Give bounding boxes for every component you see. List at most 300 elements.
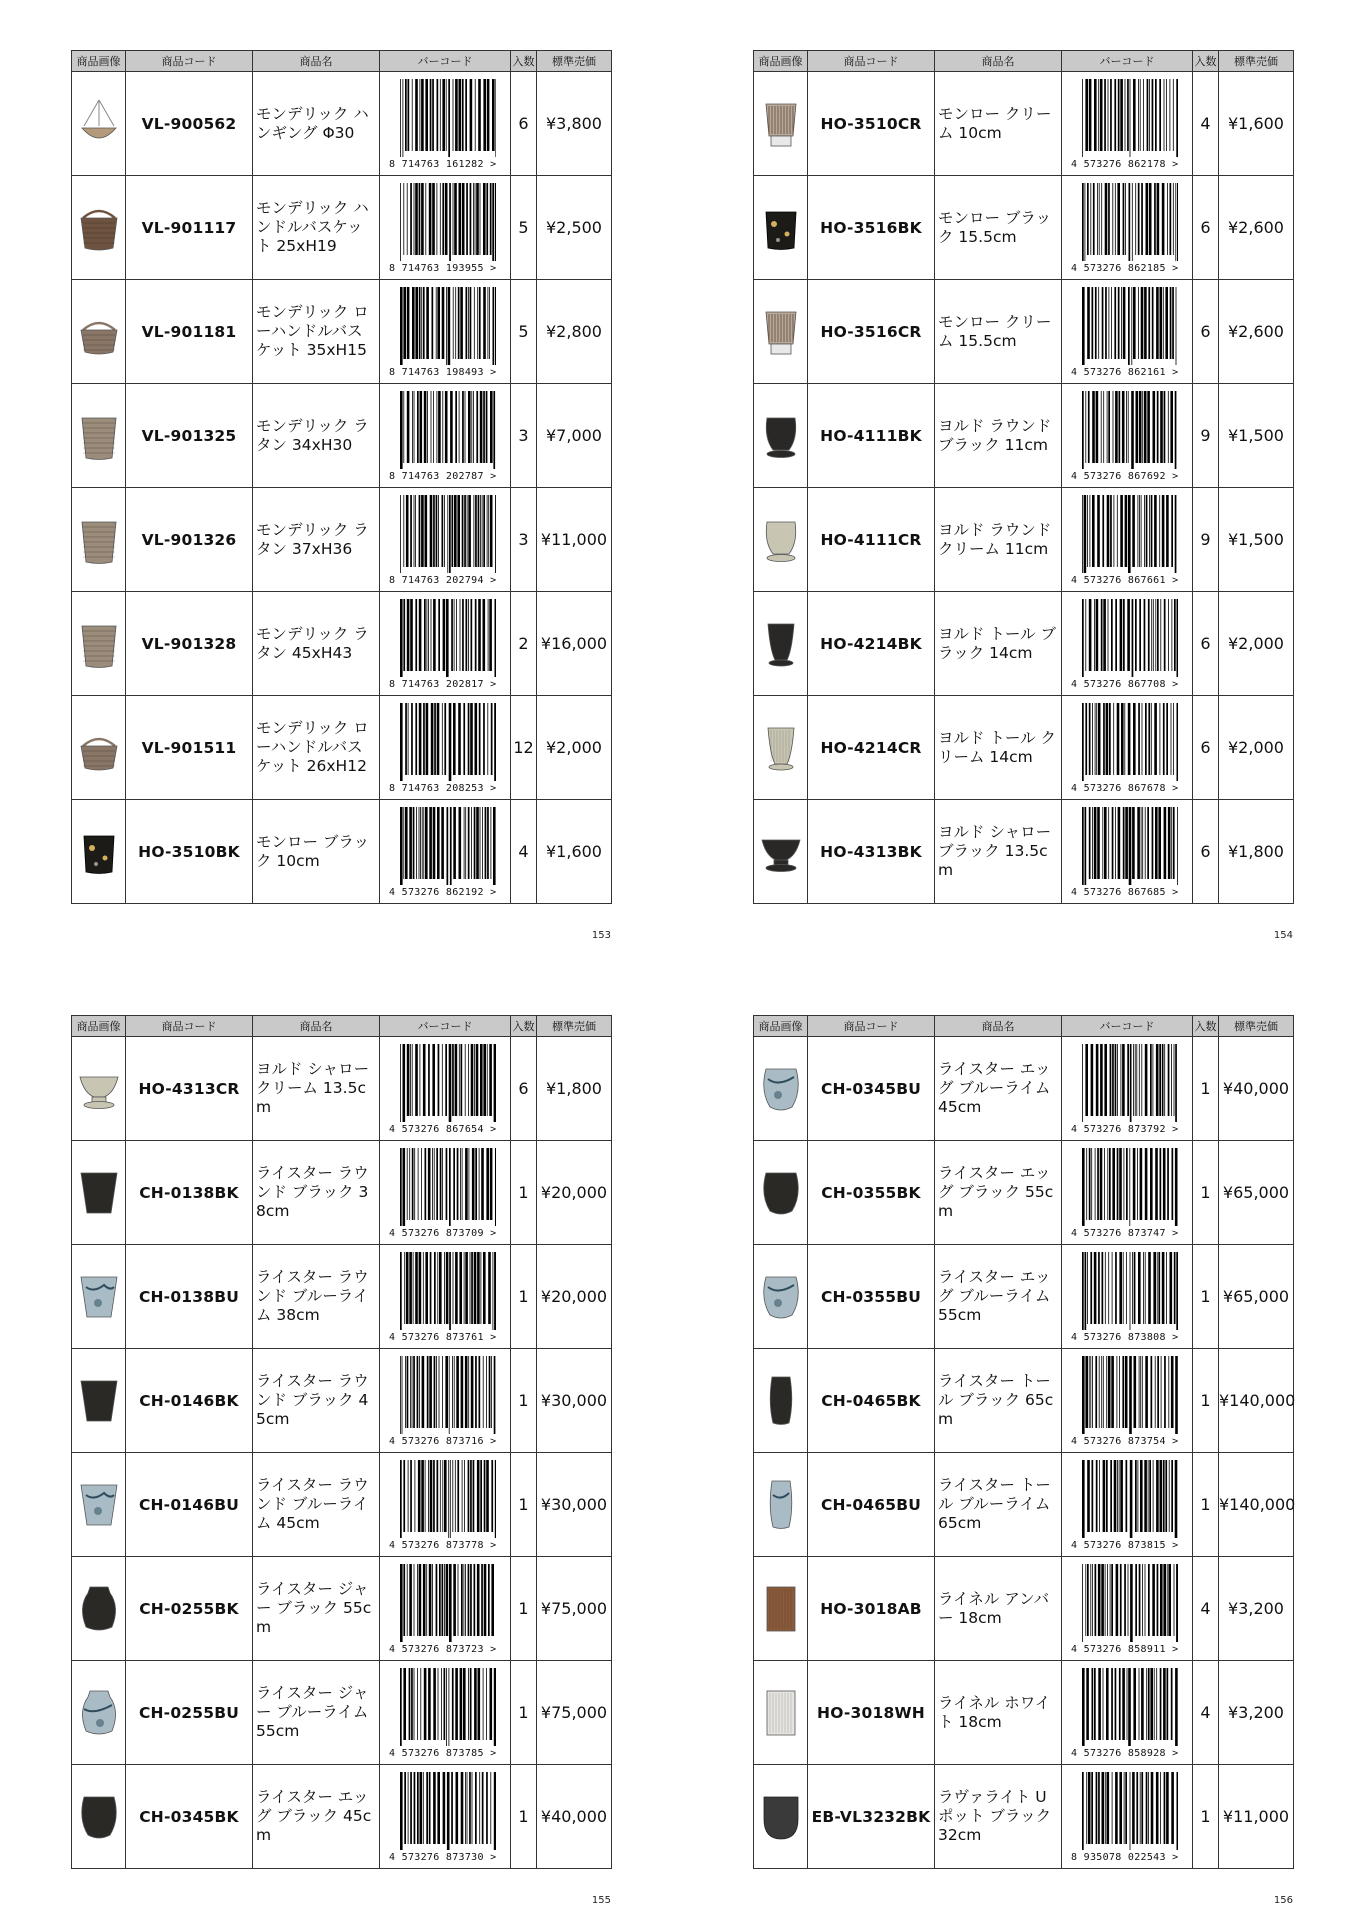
barcode-bars — [1081, 1356, 1179, 1434]
product-code: HO-3510BK — [126, 800, 253, 904]
barcode-cell — [1062, 696, 1193, 800]
barcode-cell — [380, 1245, 511, 1349]
header-row — [72, 1016, 612, 1037]
barcode — [387, 1460, 503, 1550]
product-image-pot-u — [756, 1789, 806, 1845]
product-code: CH-0138BU — [126, 1245, 253, 1349]
barcode-cell — [1062, 1141, 1193, 1245]
standard-price: ¥1,800 — [537, 1037, 612, 1141]
barcode — [1069, 1148, 1185, 1238]
header-image: 商品画像 — [754, 1016, 808, 1037]
standard-price: ¥30,000 — [537, 1349, 612, 1453]
product-image — [754, 72, 808, 176]
barcode-bars — [1081, 495, 1179, 573]
pack-quantity: 9 — [1193, 384, 1219, 488]
header-code: 商品コード — [808, 51, 935, 72]
product-image-pot-jar — [74, 1581, 124, 1637]
barcode-bars — [1081, 807, 1179, 885]
barcode-bars — [1081, 183, 1179, 261]
product-row — [72, 1557, 612, 1661]
pack-quantity: 1 — [511, 1349, 537, 1453]
barcode-bars — [399, 807, 497, 885]
barcode-cell — [1062, 1349, 1193, 1453]
header-image: 商品画像 — [754, 51, 808, 72]
barcode-cell — [380, 1037, 511, 1141]
product-image-pot-vase — [756, 1477, 806, 1533]
product-image — [72, 1141, 126, 1245]
barcode-cell — [1062, 384, 1193, 488]
barcode — [387, 599, 503, 689]
header-qty: 入数 — [511, 1016, 537, 1037]
barcode — [387, 1044, 503, 1134]
product-image-pot-cone — [74, 1165, 124, 1221]
barcode-cell — [380, 176, 511, 280]
barcode-number: 8 935078 022543 > — [1071, 1851, 1179, 1863]
product-image-pot-cylinder — [756, 1685, 806, 1741]
pack-quantity: 6 — [1193, 696, 1219, 800]
barcode-bars — [399, 1252, 497, 1330]
header-price: 標準売価 — [537, 51, 612, 72]
barcode-number: 4 573276 873709 > — [389, 1227, 497, 1239]
barcode-cell — [380, 1661, 511, 1765]
pack-quantity: 2 — [511, 592, 537, 696]
pack-quantity: 5 — [511, 280, 537, 384]
product-name: ライスター トール ブルーライム 65cm — [935, 1453, 1062, 1557]
product-image-rattan — [74, 616, 124, 672]
product-name: モンデリック ラタン 37xH36 — [253, 488, 380, 592]
pack-quantity: 9 — [1193, 488, 1219, 592]
barcode-number: 4 573276 873723 > — [389, 1643, 497, 1655]
standard-price: ¥1,500 — [1219, 488, 1294, 592]
barcode — [1069, 703, 1185, 793]
barcode-cell — [1062, 1453, 1193, 1557]
barcode — [1069, 495, 1185, 585]
pack-quantity: 4 — [1193, 72, 1219, 176]
barcode — [1069, 599, 1185, 689]
standard-price: ¥40,000 — [537, 1765, 612, 1869]
header-code: 商品コード — [808, 1016, 935, 1037]
header-barcode: バーコード — [1062, 51, 1193, 72]
barcode-number: 4 573276 873747 > — [1071, 1227, 1179, 1239]
product-image-pot-cone — [74, 1373, 124, 1429]
product-row — [754, 1037, 1294, 1141]
product-code: HO-4111BK — [808, 384, 935, 488]
barcode-bars — [399, 1460, 497, 1538]
barcode-bars — [1081, 1772, 1179, 1850]
product-image — [754, 1245, 808, 1349]
product-row — [72, 1453, 612, 1557]
barcode-bars — [1081, 599, 1179, 677]
barcode-cell — [380, 384, 511, 488]
barcode-bars — [399, 495, 497, 573]
product-image — [754, 1765, 808, 1869]
standard-price: ¥1,800 — [1219, 800, 1294, 904]
header-code: 商品コード — [126, 51, 253, 72]
product-row — [754, 1349, 1294, 1453]
barcode — [1069, 1356, 1185, 1446]
product-name: モンデリック ハンドルバスケット 25xH19 — [253, 176, 380, 280]
header-row — [754, 51, 1294, 72]
barcode-cell — [1062, 1557, 1193, 1661]
barcode-number: 4 573276 873815 > — [1071, 1539, 1179, 1551]
product-code: CH-0146BK — [126, 1349, 253, 1453]
product-image-pot-cone — [74, 1477, 124, 1533]
barcode-number: 4 573276 873730 > — [389, 1851, 497, 1863]
product-code: VL-901117 — [126, 176, 253, 280]
product-row — [72, 1245, 612, 1349]
product-code: CH-0465BU — [808, 1453, 935, 1557]
catalog-page — [753, 50, 1293, 941]
product-image — [72, 1245, 126, 1349]
standard-price: ¥16,000 — [537, 592, 612, 696]
barcode-cell — [380, 800, 511, 904]
product-row — [754, 384, 1294, 488]
barcode — [1069, 1044, 1185, 1134]
barcode-cell — [1062, 1245, 1193, 1349]
product-table — [753, 50, 1294, 904]
product-image — [754, 1349, 808, 1453]
product-image-pot-shallow — [74, 1061, 124, 1117]
product-image-pot-egg — [756, 1269, 806, 1325]
product-image — [72, 176, 126, 280]
product-table — [71, 50, 612, 904]
barcode — [1069, 1668, 1185, 1758]
barcode-cell — [380, 1141, 511, 1245]
barcode — [1069, 1772, 1185, 1862]
product-row — [72, 1037, 612, 1141]
product-row — [72, 72, 612, 176]
barcode-number: 4 573276 858911 > — [1071, 1643, 1179, 1655]
product-code: CH-0138BK — [126, 1141, 253, 1245]
product-code: CH-0345BK — [126, 1765, 253, 1869]
product-code: HO-4111CR — [808, 488, 935, 592]
barcode — [1069, 183, 1185, 273]
product-image — [754, 800, 808, 904]
product-image — [72, 1557, 126, 1661]
product-name: モンロー ブラック 10cm — [253, 800, 380, 904]
header-name: 商品名 — [253, 51, 380, 72]
barcode-cell — [1062, 72, 1193, 176]
barcode-number: 4 573276 873785 > — [389, 1747, 497, 1759]
product-image-rattan — [74, 408, 124, 464]
product-row — [72, 488, 612, 592]
product-name: ヨルド ラウンド クリーム 11cm — [935, 488, 1062, 592]
barcode-bars — [399, 1668, 497, 1746]
product-code: CH-0355BU — [808, 1245, 935, 1349]
barcode-bars — [399, 1564, 497, 1642]
barcode-cell — [380, 1557, 511, 1661]
standard-price: ¥30,000 — [537, 1453, 612, 1557]
barcode-cell — [380, 1453, 511, 1557]
product-image-pot-jar — [74, 1685, 124, 1741]
standard-price: ¥7,000 — [537, 384, 612, 488]
barcode — [387, 391, 503, 481]
standard-price: ¥3,200 — [1219, 1557, 1294, 1661]
product-image — [754, 696, 808, 800]
standard-price: ¥65,000 — [1219, 1245, 1294, 1349]
barcode-number: 8 714763 161282 > — [389, 158, 497, 170]
product-code: VL-901511 — [126, 696, 253, 800]
product-image — [754, 1661, 808, 1765]
product-row — [754, 1661, 1294, 1765]
barcode-number: 4 573276 873761 > — [389, 1331, 497, 1343]
barcode — [387, 79, 503, 169]
product-image-pot-striped — [756, 304, 806, 360]
barcode — [387, 1356, 503, 1446]
pack-quantity: 1 — [511, 1453, 537, 1557]
product-image — [72, 1349, 126, 1453]
barcode-bars — [1081, 703, 1179, 781]
product-name: モンデリック ハンギング Φ30 — [253, 72, 380, 176]
page-number: 156 — [1273, 1895, 1293, 1906]
standard-price: ¥2,800 — [537, 280, 612, 384]
product-image — [72, 592, 126, 696]
product-image-pot-cone — [74, 1269, 124, 1325]
product-row — [72, 592, 612, 696]
barcode-bars — [1081, 1044, 1179, 1122]
product-row — [72, 1141, 612, 1245]
product-table — [71, 1015, 612, 1869]
product-name: モンロー ブラック 15.5cm — [935, 176, 1062, 280]
product-name: ライスター エッグ ブラック 55cm — [935, 1141, 1062, 1245]
product-code: CH-0255BK — [126, 1557, 253, 1661]
product-row — [754, 1453, 1294, 1557]
barcode-number: 4 573276 862178 > — [1071, 158, 1179, 170]
product-row — [72, 280, 612, 384]
standard-price: ¥2,000 — [1219, 696, 1294, 800]
product-row — [72, 384, 612, 488]
product-name: ヨルド トール クリーム 14cm — [935, 696, 1062, 800]
pack-quantity: 5 — [511, 176, 537, 280]
product-row — [72, 1765, 612, 1869]
barcode-bars — [399, 703, 497, 781]
barcode-bars — [399, 287, 497, 365]
product-name: ライスター ラウンド ブラック 45cm — [253, 1349, 380, 1453]
barcode — [387, 1148, 503, 1238]
product-image-pot-glossy — [74, 824, 124, 880]
barcode — [1069, 807, 1185, 897]
pack-quantity: 1 — [1193, 1453, 1219, 1557]
standard-price: ¥20,000 — [537, 1245, 612, 1349]
barcode — [387, 1252, 503, 1342]
header-price: 標準売価 — [1219, 51, 1294, 72]
barcode-number: 4 573276 858928 > — [1071, 1747, 1179, 1759]
header-barcode: バーコード — [380, 1016, 511, 1037]
standard-price: ¥3,200 — [1219, 1661, 1294, 1765]
standard-price: ¥1,500 — [1219, 384, 1294, 488]
product-table — [753, 1015, 1294, 1869]
barcode-bars — [1081, 1252, 1179, 1330]
barcode-number: 4 573276 867692 > — [1071, 470, 1179, 482]
barcode-number: 8 714763 202787 > — [389, 470, 497, 482]
product-code: VL-900562 — [126, 72, 253, 176]
pack-quantity: 4 — [1193, 1661, 1219, 1765]
pack-quantity: 1 — [511, 1141, 537, 1245]
standard-price: ¥1,600 — [1219, 72, 1294, 176]
barcode-bars — [399, 1356, 497, 1434]
product-image — [754, 1037, 808, 1141]
pack-quantity: 1 — [1193, 1141, 1219, 1245]
product-code: CH-0355BK — [808, 1141, 935, 1245]
product-image — [72, 1661, 126, 1765]
product-image — [754, 384, 808, 488]
barcode-cell — [380, 1349, 511, 1453]
barcode-bars — [399, 79, 497, 157]
pack-quantity: 1 — [511, 1765, 537, 1869]
barcode — [387, 183, 503, 273]
product-code: VL-901326 — [126, 488, 253, 592]
product-image — [72, 280, 126, 384]
product-image-pot-round — [756, 512, 806, 568]
header-price: 標準売価 — [1219, 1016, 1294, 1037]
product-image — [72, 1765, 126, 1869]
product-row — [72, 800, 612, 904]
product-name: ライスター ラウンド ブラック 38cm — [253, 1141, 380, 1245]
barcode-bars — [1081, 1148, 1179, 1226]
product-image-rattan — [74, 512, 124, 568]
product-code: HO-3018WH — [808, 1661, 935, 1765]
product-name: ライスター ラウンド ブルーライム 45cm — [253, 1453, 380, 1557]
product-code: HO-3510CR — [808, 72, 935, 176]
standard-price: ¥75,000 — [537, 1557, 612, 1661]
barcode — [1069, 391, 1185, 481]
barcode-number: 4 573276 873754 > — [1071, 1435, 1179, 1447]
barcode-number: 4 573276 873792 > — [1071, 1123, 1179, 1135]
product-row — [754, 1765, 1294, 1869]
header-qty: 入数 — [1193, 1016, 1219, 1037]
product-image — [72, 384, 126, 488]
barcode-cell — [1062, 280, 1193, 384]
product-image — [72, 696, 126, 800]
barcode-bars — [1081, 287, 1179, 365]
standard-price: ¥1,600 — [537, 800, 612, 904]
barcode-number: 4 573276 867678 > — [1071, 782, 1179, 794]
barcode-bars — [399, 599, 497, 677]
product-name: ライスター ジャー ブルーライム 55cm — [253, 1661, 380, 1765]
barcode-cell — [1062, 1661, 1193, 1765]
standard-price: ¥2,000 — [1219, 592, 1294, 696]
header-row — [72, 51, 612, 72]
product-name: ライスター エッグ ブルーライム 45cm — [935, 1037, 1062, 1141]
barcode-cell — [1062, 1765, 1193, 1869]
barcode-bars — [1081, 1668, 1179, 1746]
product-row — [754, 176, 1294, 280]
product-image-pot-glossy — [756, 200, 806, 256]
product-image — [72, 800, 126, 904]
barcode-number: 4 573276 862185 > — [1071, 262, 1179, 274]
product-image — [754, 280, 808, 384]
barcode — [387, 287, 503, 377]
product-row — [72, 1349, 612, 1453]
barcode — [387, 1668, 503, 1758]
header-name: 商品名 — [253, 1016, 380, 1037]
barcode-number: 8 714763 208253 > — [389, 782, 497, 794]
product-code: HO-3018AB — [808, 1557, 935, 1661]
header-image: 商品画像 — [72, 1016, 126, 1037]
barcode-cell — [380, 592, 511, 696]
pack-quantity: 6 — [511, 1037, 537, 1141]
product-code: CH-0345BU — [808, 1037, 935, 1141]
barcode-bars — [399, 1148, 497, 1226]
header-qty: 入数 — [1193, 51, 1219, 72]
barcode-number: 8 714763 202794 > — [389, 574, 497, 586]
barcode-number: 4 573276 862192 > — [389, 886, 497, 898]
product-image-low-basket — [74, 304, 124, 360]
barcode — [1069, 79, 1185, 169]
barcode — [1069, 1564, 1185, 1654]
barcode-cell — [380, 488, 511, 592]
pack-quantity: 1 — [1193, 1037, 1219, 1141]
header-row — [754, 1016, 1294, 1037]
standard-price: ¥3,800 — [537, 72, 612, 176]
product-row — [754, 1141, 1294, 1245]
product-image — [754, 1141, 808, 1245]
barcode — [387, 703, 503, 793]
barcode — [1069, 1460, 1185, 1550]
product-name: モンロー クリーム 10cm — [935, 72, 1062, 176]
barcode — [387, 807, 503, 897]
barcode-number: 4 573276 867685 > — [1071, 886, 1179, 898]
product-code: VL-901325 — [126, 384, 253, 488]
barcode-number: 4 573276 873716 > — [389, 1435, 497, 1447]
catalog-page — [71, 1015, 611, 1906]
product-row — [754, 488, 1294, 592]
product-image — [754, 488, 808, 592]
pack-quantity: 3 — [511, 488, 537, 592]
product-name: モンロー クリーム 15.5cm — [935, 280, 1062, 384]
standard-price: ¥20,000 — [537, 1141, 612, 1245]
product-image — [72, 72, 126, 176]
product-code: CH-0146BU — [126, 1453, 253, 1557]
product-row — [72, 1661, 612, 1765]
barcode-bars — [1081, 1460, 1179, 1538]
product-name: ライスター トール ブラック 65cm — [935, 1349, 1062, 1453]
product-image — [754, 592, 808, 696]
product-image-handle-basket — [74, 200, 124, 256]
product-code: HO-3516CR — [808, 280, 935, 384]
barcode — [1069, 1252, 1185, 1342]
product-image — [754, 1453, 808, 1557]
barcode-cell — [1062, 800, 1193, 904]
product-name: ヨルド シャロー ブラック 13.5cm — [935, 800, 1062, 904]
barcode-number: 8 714763 202817 > — [389, 678, 497, 690]
product-image — [72, 488, 126, 592]
header-image: 商品画像 — [72, 51, 126, 72]
product-name: ラヴァライト U ポット ブラック 32cm — [935, 1765, 1062, 1869]
barcode — [387, 495, 503, 585]
barcode-bars — [1081, 1564, 1179, 1642]
barcode — [387, 1564, 503, 1654]
product-code: CH-0255BU — [126, 1661, 253, 1765]
barcode-cell — [380, 1765, 511, 1869]
product-name: ヨルド トール ブラック 14cm — [935, 592, 1062, 696]
product-name: ヨルド ラウンド ブラック 11cm — [935, 384, 1062, 488]
product-row — [754, 592, 1294, 696]
barcode-number: 8 714763 198493 > — [389, 366, 497, 378]
product-image-pot-egg — [756, 1165, 806, 1221]
header-name: 商品名 — [935, 1016, 1062, 1037]
product-image-pot-cylinder — [756, 1581, 806, 1637]
product-row — [754, 280, 1294, 384]
pack-quantity: 4 — [511, 800, 537, 904]
barcode-number: 4 573276 873778 > — [389, 1539, 497, 1551]
product-image-pot-striped — [756, 96, 806, 152]
product-row — [72, 176, 612, 280]
standard-price: ¥2,600 — [1219, 280, 1294, 384]
pack-quantity: 12 — [511, 696, 537, 800]
page-number: 153 — [591, 930, 611, 941]
product-image-pot-tall — [756, 616, 806, 672]
